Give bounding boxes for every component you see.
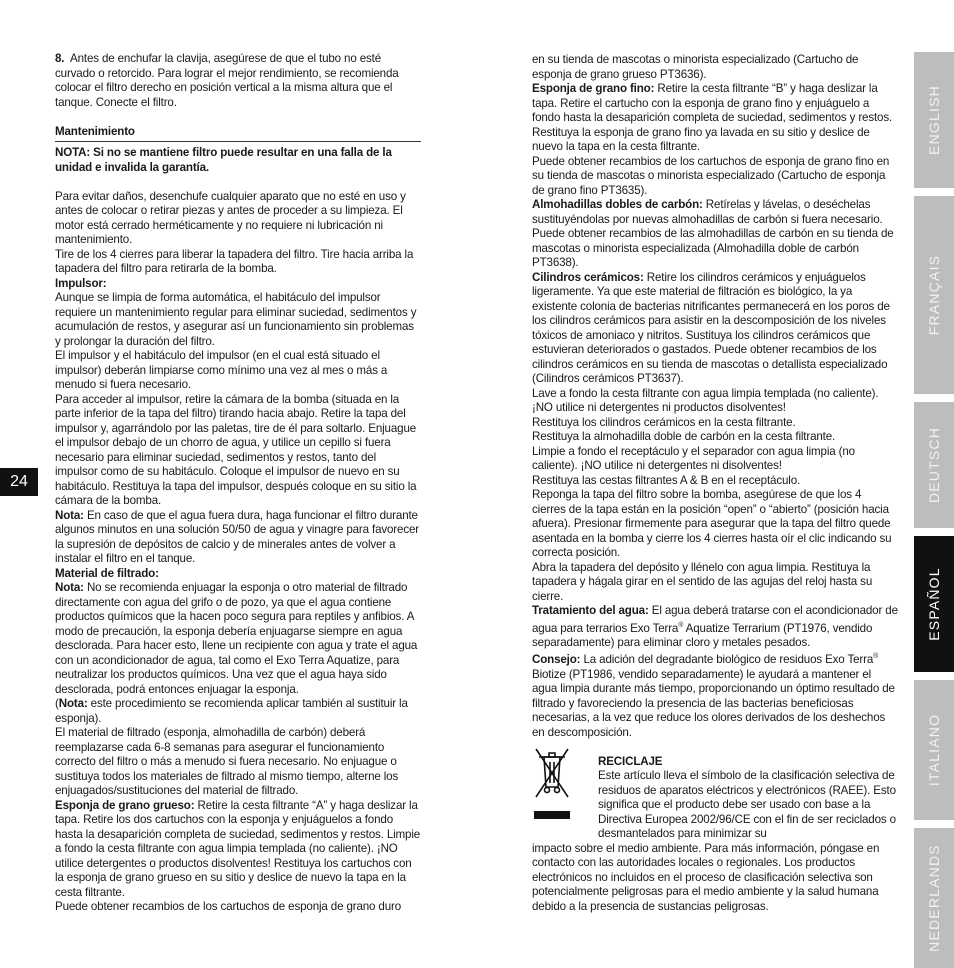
page-number: 24 <box>0 468 38 496</box>
paragraph: Aunque se limpia de forma automática, el habitáculo del impulsor requiere un mantenimiento regular para eliminar suciedad, sedimentos y acumulación de restos, y asegurar así un funcionamiento sin problemas y prolongar la duración del filtro. <box>55 291 417 348</box>
paragraph: Puede obtener recambios de los cartuchos de esponja de grano duro <box>55 900 402 913</box>
water-treatment-text: El agua deberá tratarse con el acondicionador de agua para terrarios Exo Terra <box>532 604 898 635</box>
water-treatment-label: Tratamiento del agua: <box>532 604 649 617</box>
tab-label: NEDERLANDS <box>926 844 942 952</box>
maintenance-heading-text: Mantenimiento <box>55 124 135 138</box>
carbon-pad-text: Retírelas y lávelas, o deséchelas sustituyéndolas por nuevas almohadillas de carbón si fuera necesario. <box>532 198 883 226</box>
paren-open: ( <box>55 697 59 710</box>
paragraph: Restituya las cestas filtrantes A & B en el receptáculo. <box>532 473 801 487</box>
recycling-block <box>532 755 898 842</box>
tab-english[interactable] <box>914 52 954 188</box>
note-label: Nota: <box>55 508 84 522</box>
impeller-heading <box>55 277 421 292</box>
paragraph: Tire de los 4 cierres para liberar la tapadera del filtro. Tire hacia arriba la tapadera del filtro para retirarla de la bomba. <box>55 247 414 275</box>
paragraph <box>55 799 421 901</box>
right-column <box>532 53 898 914</box>
maintenance-heading <box>55 125 421 140</box>
tab-espanol[interactable] <box>914 536 954 672</box>
step-8-text: Antes de enchufar la clavija, asegúrese de que el tubo no esté curvado o retorcido. Para lograr el mejor rendimiento, se recomienda colocar el filtro derecho en posición vertical a la misma altura que el tanque. Conecte el filtro. <box>55 52 399 109</box>
registered-mark: ® <box>873 653 879 661</box>
paragraph: Restituya la almohadilla doble de carbón en la cesta filtrante. <box>532 430 836 443</box>
paragraph <box>55 581 421 726</box>
fine-sponge-label: Esponja de grano fino: <box>532 82 655 95</box>
step-8 <box>55 52 421 110</box>
paragraph: El impulsor y el habitáculo del impulsor (en el cual está situado el impulsor) deberán limpiarse como mínimo una vez al mes o más a menudo si fuera necesario. <box>55 349 388 391</box>
tab-italiano[interactable] <box>914 680 954 820</box>
paragraph: Para acceder al impulsor, retire la cámara de la bomba (situada en la parte inferior de la tapa del filtro) tirando hacia abajo. Retire la tapa del impulsor y, agarrándolo por las paletas, tire de él para soltarlo. Enjuague el impulsor debajo de un chorro de agua, y utilice un cepillo si fuera necesario para eliminar suciedad, sedimentos y restos, tanto del impulsor como de su habitáculo. Coloque el impulsor de nuevo en su habitáculo. Restituya la tapa del impulsor, después coloque en su sitio la cámara de la bomba. <box>55 392 417 507</box>
left-column <box>55 52 421 915</box>
warning-note <box>55 146 421 175</box>
fine-sponge-text: Retire la cesta filtrante “B” y haga deslizar la tapa. Retire el cartucho con la esponja de grano fino y enjuáguelo a fondo hasta la desaparición completa de suciedad, sedimentos y restos. Restituya la esponja de grano fino ya lavada en su sitio y deslice de nuevo la tapa en la cesta filtrante. <box>532 82 893 153</box>
note-text: No se recomienda enjuagar la esponja o otro material de filtrado directamente con agua del grifo o de pozo, ya que el agua contiene productos químicos que la hacen poco segura para reptiles y anfibios. A modo de precaución, la esponja debería enjuagarse siempre en agua desclorada. Para hacer esto, llene un recipiente con agua y trate el agua con un acondicionador de agua, tal como el Exo Terra Aquatize, para neutralizar los productos químicos. Una vez que el agua haya sido desclorada, podrá entonces enjuagar la esponja. <box>55 581 418 696</box>
tab-label: ESPAÑOL <box>926 567 942 641</box>
tip-text-2: Biotize (PT1986, vendido separadamente) le ayudará a mantener el agua limpia durante más tiempo, proporcionando un óptimo resultado de filtrado y favoreciendo la presencia de las bacterias beneficiosas necesarias, a la vez que reduce los olores derivados de los deshechos en descomposición. <box>532 667 895 739</box>
tip-text: La adición del degradante biológico de residuos Exo Terra <box>580 653 874 667</box>
water-treatment-text-2: Aquatize Terrarium (PT1976, vendido separadamente) para eliminar cloro y metales pesados. <box>532 621 873 649</box>
warning-note-text: NOTA: Si no se mantiene filtro puede resultar en una falla de la unidad e invalida la garantía. <box>55 146 392 174</box>
paragraph: Reponga la tapa del filtro sobre la bomba, asegúrese de que los 4 cierres de la tapa están en la posición “open” o “abierto” (posición hacia afuera). Presionar firmemente para asegurar que la tapa del filtro quede asentada en la bomba y cierre los 4 cierres hasta oír el clic indicando su correcta posición. <box>532 488 892 559</box>
paragraph: impacto sobre el medio ambiente. Para más información, póngase en contacto con las autoridades locales o regionales. Los productos electrónicos no incluidos en el proceso de clasificación selectiva son potencialmente peligrosas para el medio ambiente y la salud humana debido a la presencia de sustancias peligrosas. <box>532 841 880 913</box>
paragraph <box>532 271 898 387</box>
paragraph: Para evitar daños, desenchufe cualquier aparato que no esté en uso y antes de colocar o retirar piezas y antes de proceder a su limpieza. El motor está cerrado herméticamente y no requiere ni lubricación ni mantenimiento. <box>55 189 406 246</box>
tab-nederlands[interactable] <box>914 828 954 968</box>
paragraph: Este artículo lleva el símbolo de la clasificación selectiva de residuos de aparatos eléctricos y electrónicos (RAEE). Esto significa que el producto debe ser usado con base a la Directiva Europea 2002/96/CE con el fin de ser reciclados o desmantelados para minimizar su <box>598 769 896 841</box>
filter-media-heading-text: Material de filtrado: <box>55 566 159 580</box>
recycling-heading-text: RECICLAJE <box>598 754 663 768</box>
registered-mark: ® <box>678 621 684 629</box>
impeller-heading-text: Impulsor: <box>55 276 107 290</box>
paragraph <box>55 509 421 567</box>
paragraph: en su tienda de mascotas o minorista especializado (Cartucho de esponja de grano grueso PT3636). <box>532 53 859 81</box>
step-number: 8. <box>55 52 65 65</box>
carbon-pad-label: Almohadillas dobles de carbón: <box>532 198 703 211</box>
paragraph: Limpie a fondo el receptáculo y el separador con agua limpia (no caliente). ¡NO utilice ni detergentes ni disolventes! <box>532 444 855 472</box>
note-label: Nota: <box>55 581 84 594</box>
note-text: este procedimiento se recomienda aplicar también al sustituir la esponja). <box>55 697 408 725</box>
paragraph: Restituya los cilindros cerámicos en la cesta filtrante. <box>532 415 796 429</box>
recycling-heading <box>598 755 898 770</box>
tab-label: DEUTSCH <box>926 426 942 504</box>
paragraph <box>532 82 898 155</box>
paragraph: El material de filtrado (esponja, almohadilla de carbón) deberá reemplazarse cada 6-8 semanas para asegurar el funcionamiento correcto del filtro o más a menudo si fuera necesario. No enjuague o sustituya todos los materiales de filtrado al mismo tiempo, alterne los enjuagados/sustituciones del material de filtrado. <box>55 726 399 797</box>
paragraph <box>532 604 898 650</box>
weee-crossed-bin-icon <box>532 745 572 825</box>
paragraph <box>532 198 898 227</box>
tab-francais[interactable] <box>914 196 954 394</box>
paragraph <box>532 650 898 740</box>
ceramic-label: Cilindros cerámicos: <box>532 270 644 284</box>
paragraph: Lave a fondo la cesta filtrante con agua limpia templada (no caliente). ¡NO utilice ni detergentes ni productos disolventes! <box>532 386 879 414</box>
heading-divider <box>55 141 421 142</box>
coarse-sponge-text: Retire la cesta filtrante “A” y haga deslizar la tapa. Retire los dos cartuchos con la esponja y enjuáguelos a fondo hasta la desaparición completa de suciedad, sedimentos y restos. Limpie a fondo la cesta filtrante con agua limpia templada (no caliente). ¡NO utilice detergentes o productos disolventes! Restituya los cartuchos con la esponja de grano grueso en su sitio y deslice de nuevo la tapa en la cesta filtrante. <box>55 798 421 899</box>
coarse-sponge-label: Esponja de grano grueso: <box>55 798 195 812</box>
filter-media-heading <box>55 567 421 582</box>
tab-label: ENGLISH <box>926 85 942 155</box>
ceramic-text: Retire los cilindros cerámicos y enjuáguelos ligeramente. Ya que este material de filtración es biológico, la ya existente colonia de bacterias nitrificantes permanecerá en los poros de los cilindros cerámicos para asistir en la descomposición de los niveles tóxicos de amoniaco y nitritos. Sustituya los cilindros cerámicos que estuvieran deteriorados o gastados. Puede obtener recambios de los cilindros cerámicos en su tienda de mascotas o detallista especializado (Cilindros cerámicos PT3637). <box>532 270 890 385</box>
tab-label: ITALIANO <box>926 713 942 787</box>
tab-label: FRANÇAIS <box>926 254 942 336</box>
note-label: Nota: <box>58 697 88 710</box>
tip-label: Consejo: <box>532 653 581 667</box>
note-text: En caso de que el agua fuera dura, haga funcionar el filtro durante algunos minutos en una solución 50/50 de agua y vinagre para favorecer la supresión de depósitos de calcio y de minerales antes de volver a instalar el filtro en el tanque. <box>55 508 419 565</box>
tab-deutsch[interactable] <box>914 402 954 528</box>
paragraph: Abra la tapadera del depósito y llénelo con agua limpia. Restituya la tapadera y hágala girar en el sentido de las agujas del reloj hasta su cierre. <box>532 560 873 603</box>
paragraph: Puede obtener recambios de las almohadillas de carbón en su tienda de mascotas o minorista especializada (Almohadilla doble de carbón PT3638). <box>532 227 894 269</box>
paragraph: Puede obtener recambios de los cartuchos de esponja de grano fino en su tienda de mascotas o minorista especializado (Cartucho de esponja de grano fino PT3635). <box>532 154 890 197</box>
